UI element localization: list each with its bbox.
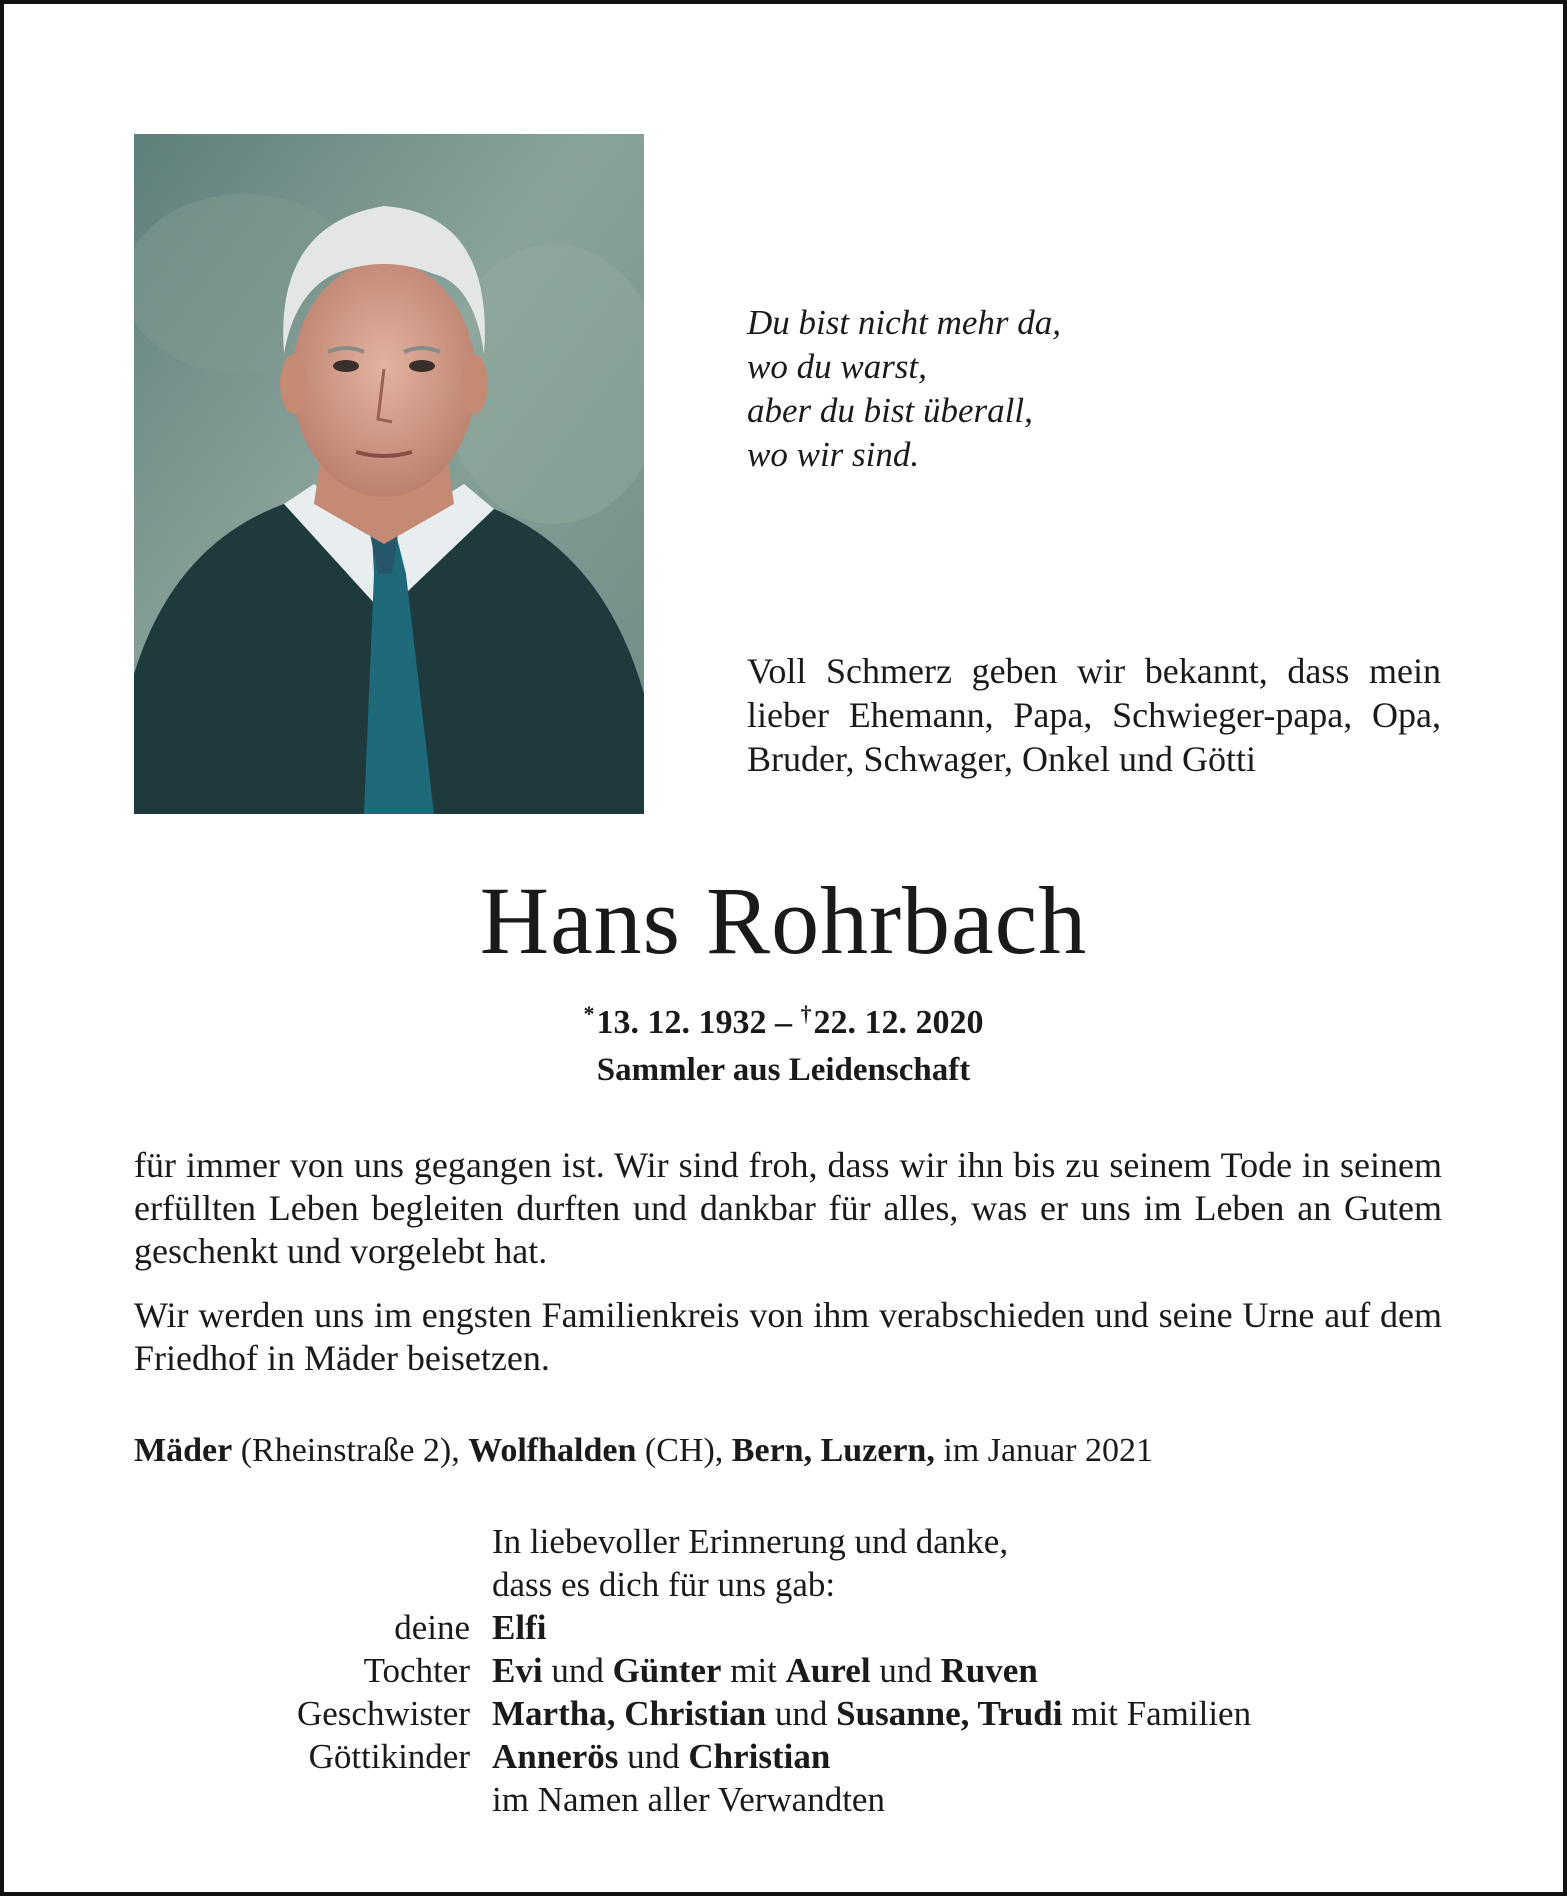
- portrait-image: [134, 134, 644, 814]
- death-date: 22. 12. 2020: [813, 1004, 984, 1041]
- place-detail: (CH),: [644, 1432, 724, 1469]
- family-names: [492, 1649, 1038, 1692]
- family-list: [134, 1606, 1464, 1778]
- life-dates: [4, 992, 1563, 1045]
- portrait-photo: [134, 134, 644, 814]
- family-member: Aurel: [785, 1651, 871, 1690]
- family-names: [492, 1735, 830, 1778]
- closing-line: In liebevoller Erinnerung und danke,: [492, 1522, 1009, 1561]
- family-relation: deine: [394, 1608, 470, 1647]
- poem: [747, 301, 1447, 477]
- family-relation: Geschwister: [296, 1694, 470, 1733]
- family-names: [492, 1692, 1251, 1735]
- family-row: [134, 1649, 1464, 1692]
- family-row: [134, 1735, 1464, 1778]
- conjunction: und: [627, 1737, 680, 1776]
- conjunction: mit: [730, 1651, 777, 1690]
- family-member: Evi: [492, 1651, 543, 1690]
- family-member: Günter: [612, 1651, 722, 1690]
- family-names: [492, 1606, 546, 1649]
- poem-line: aber du bist überall,: [747, 391, 1033, 430]
- closing-line: dass es dich für uns gab:: [492, 1565, 836, 1604]
- family-relation: Tochter: [363, 1651, 470, 1690]
- place-name: Mäder: [134, 1432, 233, 1469]
- body-paragraph-1: für immer von uns gegangen ist. Wir sind froh, dass wir ihn bis zu seinem Tode in seinem erfüllten Leben begleiten durften und dankbar für alles, was er uns im Leben an Gutem geschenkt und vorgelebt hat.: [134, 1145, 1442, 1271]
- birth-symbol: *: [583, 1001, 595, 1026]
- family-member: Annerös: [492, 1737, 619, 1776]
- date-separator: –: [775, 1004, 792, 1041]
- conjunction: und: [774, 1694, 828, 1733]
- family-member: Christian: [688, 1737, 831, 1776]
- deceased-name: Hans Rohrbach: [479, 867, 1088, 974]
- family-suffix: mit Familien: [1071, 1694, 1252, 1733]
- conjunction: und: [879, 1651, 932, 1690]
- family-row: [134, 1606, 1464, 1649]
- family-row: [134, 1692, 1464, 1735]
- place-detail: (Rheinstraße 2),: [240, 1432, 460, 1469]
- conjunction: und: [551, 1651, 604, 1690]
- family-member: Elfi: [492, 1608, 547, 1647]
- place-name: Wolfhalden: [468, 1432, 637, 1469]
- family-member: Martha, Christian: [492, 1694, 767, 1733]
- deceased-subtitle: Sammler aus Leidenschaft: [596, 1052, 971, 1088]
- places-and-date: [134, 1429, 1454, 1473]
- poem-line: Du bist nicht mehr da,: [747, 303, 1062, 342]
- place-name: Bern, Luzern,: [731, 1432, 935, 1469]
- signoff: im Namen aller Verwandten: [492, 1780, 885, 1819]
- poem-line: wo du warst,: [747, 347, 927, 386]
- birth-date: 13. 12. 1932: [596, 1004, 767, 1041]
- family-member: Susanne, Trudi: [836, 1694, 1063, 1733]
- family-member: Ruven: [940, 1651, 1038, 1690]
- family-relation: Göttikinder: [308, 1737, 470, 1776]
- announcement-date: im Januar 2021: [943, 1432, 1153, 1469]
- body-paragraph-2: Wir werden uns im engsten Familienkreis von ihm verabschieden und seine Urne auf dem Friedhof in Mäder beisetzen.: [134, 1295, 1442, 1378]
- poem-line: wo wir sind.: [747, 435, 920, 474]
- announcement-intro: Voll Schmerz geben wir bekannt, dass mein lieber Ehemann, Papa, Schwieger-papa, Opa, Bruder, Schwager, Onkel und Götti: [747, 651, 1441, 779]
- death-symbol: †: [800, 1001, 812, 1026]
- closing-text: [492, 1520, 1452, 1606]
